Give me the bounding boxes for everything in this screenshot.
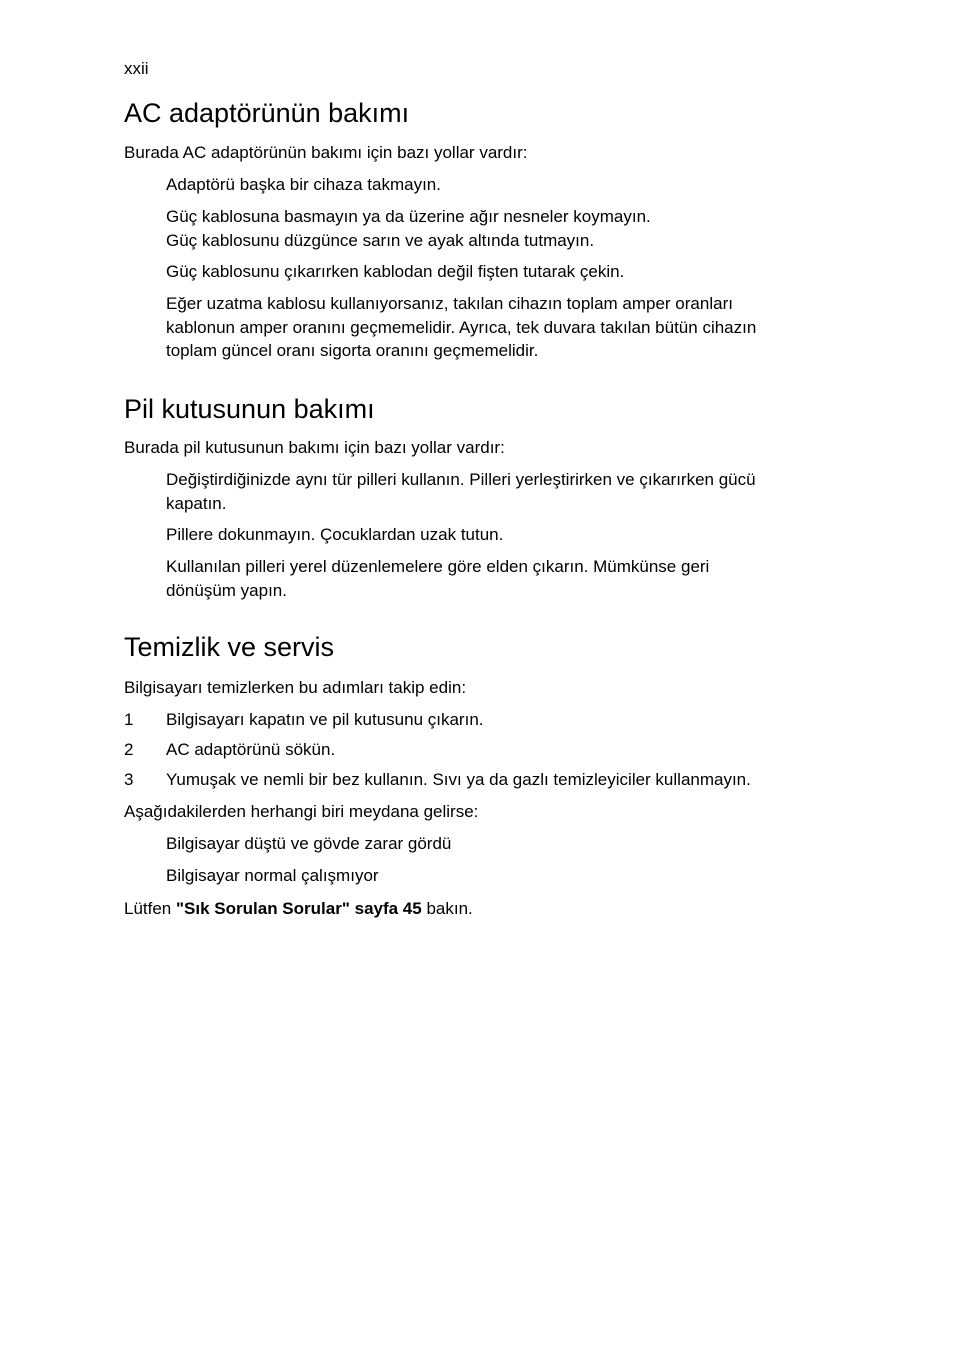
step-text: Yumuşak ve nemli bir bez kullanın. Sıvı ya da gazlı temizleyiciler kullanmayın. bbox=[166, 770, 751, 789]
ac-adaptor-item: Adaptörü başka bir cihaza takmayın. bbox=[166, 175, 441, 194]
ac-adaptor-intro: Burada AC adaptörünün bakımı için bazı yollar vardır: bbox=[124, 143, 528, 162]
battery-item: Pillere dokunmayın. Çocuklardan uzak tutun. bbox=[166, 525, 504, 544]
ac-adaptor-heading: AC adaptörünün bakımı bbox=[124, 98, 410, 128]
battery-item: Değiştirdiğinizde aynı tür pilleri kullanın. Pilleri yerleştirirken ve çıkarırken gücü kapatın. bbox=[166, 470, 756, 513]
ac-adaptor-item: Güç kablosuna basmayın ya da üzerine ağır nesneler koymayın. Güç kablosunu düzgünce sarın ve ayak altında tutmayın. bbox=[166, 207, 651, 250]
battery-item: Kullanılan pilleri yerel düzenlemelere göre elden çıkarın. Mümkünse geri dönüşüm yapın. bbox=[166, 557, 710, 600]
faq-reference: Lütfen "Sık Sorulan Sorular" sayfa 45 bakın. bbox=[124, 899, 473, 918]
page-number: xxii bbox=[124, 59, 149, 78]
battery-intro: Burada pil kutusunun bakımı için bazı yollar vardır: bbox=[124, 438, 505, 457]
cleaning-intro: Bilgisayarı temizlerken bu adımları takip edin: bbox=[124, 678, 467, 697]
step-number: 3 bbox=[124, 770, 134, 789]
cleaning-heading: Temizlik ve servis bbox=[124, 632, 335, 662]
step-number: 1 bbox=[124, 710, 134, 729]
condition-intro: Aşağıdakilerden herhangi biri meydana gelirse: bbox=[124, 802, 479, 821]
battery-heading: Pil kutusunun bakımı bbox=[124, 394, 375, 424]
condition-item: Bilgisayar düştü ve gövde zarar gördü bbox=[166, 834, 452, 853]
step-text: AC adaptörünü sökün. bbox=[166, 740, 336, 759]
step-number: 2 bbox=[124, 740, 134, 759]
condition-item: Bilgisayar normal çalışmıyor bbox=[166, 866, 379, 885]
step-text: Bilgisayarı kapatın ve pil kutusunu çıkarın. bbox=[166, 710, 484, 729]
faq-reference-link: "Sık Sorulan Sorular" sayfa 45 bbox=[176, 899, 422, 918]
ac-adaptor-item: Eğer uzatma kablosu kullanıyorsanız, takılan cihazın toplam amper oranları kablonun amper oranını geçmemelidir. Ayrıca, tek duvara takılan bütün cihazın toplam güncel oranı sigorta oranını geçmemelidir. bbox=[166, 294, 757, 360]
ac-adaptor-item: Güç kablosunu çıkarırken kablodan değil fişten tutarak çekin. bbox=[166, 262, 625, 281]
